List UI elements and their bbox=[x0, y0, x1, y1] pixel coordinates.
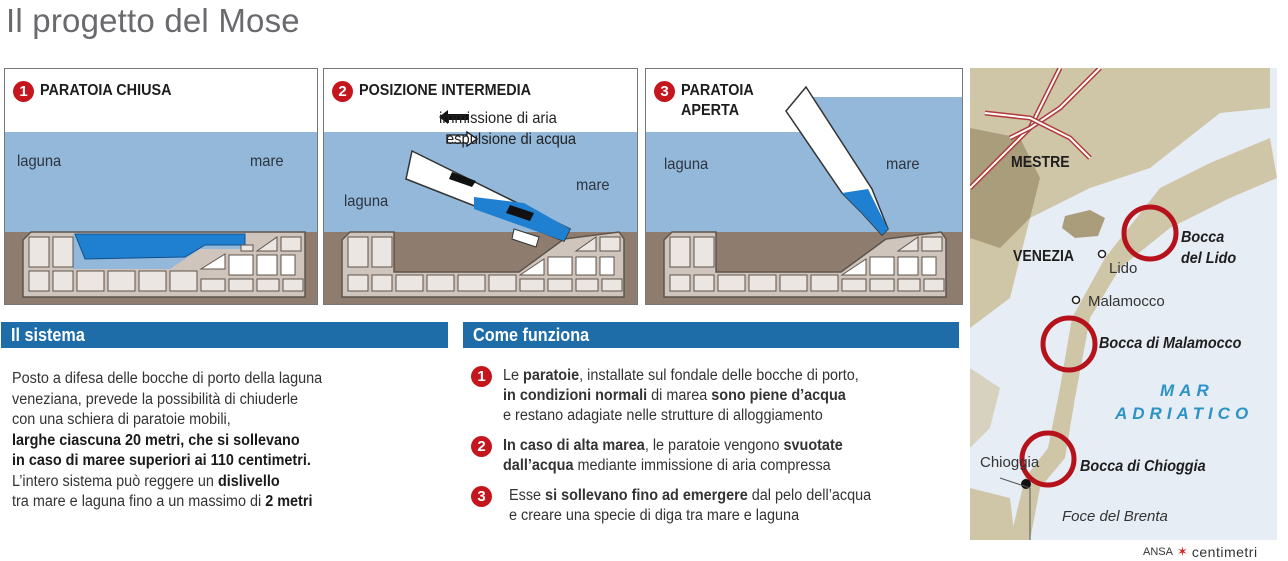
credit-agency: ANSA bbox=[1143, 546, 1173, 558]
legend-water bbox=[446, 131, 587, 149]
map-label-foce-brenta: Foce del Brenta bbox=[1062, 508, 1168, 525]
step-number-badge: 1 bbox=[13, 81, 34, 102]
map-label-malamocco: Malamocco bbox=[1088, 293, 1165, 310]
text: e creare una specie di diga tra mare e laguna bbox=[509, 507, 800, 524]
credit-brand: centimetri bbox=[1191, 544, 1258, 560]
bold-text: sono piene d’acqua bbox=[711, 387, 846, 404]
text-line bbox=[12, 472, 421, 493]
panel-gate-intermediate bbox=[323, 68, 638, 305]
bold-text: dislivello bbox=[217, 472, 280, 490]
star-logo-icon: ✶ bbox=[1176, 544, 1188, 559]
text-line bbox=[12, 390, 421, 411]
text-line bbox=[12, 451, 421, 472]
panel-2-header bbox=[332, 81, 550, 102]
text: Le bbox=[503, 367, 524, 384]
panel-1-header bbox=[13, 81, 186, 102]
text-line bbox=[12, 492, 421, 513]
text-line bbox=[12, 369, 421, 390]
text-line bbox=[12, 410, 421, 431]
steps-list bbox=[471, 366, 961, 536]
source-credit bbox=[1143, 544, 1258, 560]
map-label-mestre: MESTRE bbox=[1011, 154, 1070, 171]
text-line bbox=[509, 486, 929, 506]
label-mare: mare bbox=[250, 153, 284, 170]
text: Posto a difesa delle bocche di porto della laguna bbox=[12, 370, 323, 387]
bold-text: 2 metri bbox=[265, 493, 313, 510]
text-line bbox=[12, 431, 421, 452]
section-heading-funziona bbox=[463, 322, 959, 348]
map-label-bocca-lido-2: del Lido bbox=[1181, 250, 1237, 267]
panel-title: PARATOIA CHIUSA bbox=[40, 82, 172, 99]
text: , le paratoie vengono bbox=[644, 437, 784, 454]
step-item bbox=[471, 486, 961, 526]
text-line bbox=[509, 506, 929, 526]
step-item bbox=[471, 366, 961, 426]
panel-3-header bbox=[654, 81, 762, 121]
text: Esse bbox=[509, 487, 546, 504]
bold-text: larghe ciascuna 20 metri, che si sollevano bbox=[12, 431, 300, 449]
bold-text: si sollevano fino ad emergere bbox=[545, 487, 748, 504]
label-mare: mare bbox=[886, 156, 920, 173]
section-heading-text: Il sistema bbox=[11, 325, 85, 345]
panel-title-line2: APERTA bbox=[681, 102, 740, 119]
bold-text: dall’acqua bbox=[503, 457, 574, 474]
bold-text: in condizioni normali bbox=[503, 387, 648, 404]
bold-text: in caso di maree superiori ai 110 centimetri. bbox=[12, 452, 311, 469]
legend-air-label: immissione di aria bbox=[439, 110, 557, 127]
map-label-sea-2: ADRIATICO bbox=[1115, 404, 1254, 423]
text-line bbox=[503, 366, 929, 386]
text-line bbox=[503, 456, 929, 476]
page-title: Il progetto del Mose bbox=[6, 2, 300, 39]
step-number-badge: 2 bbox=[332, 81, 353, 102]
label-mare: mare bbox=[576, 177, 610, 194]
text: con una schiera di paratoie mobili, bbox=[12, 411, 231, 428]
legend-air bbox=[439, 110, 567, 128]
bold-text: paratoie bbox=[523, 367, 580, 384]
bold-text: In caso di alta marea bbox=[503, 437, 645, 454]
section-heading-sistema bbox=[1, 322, 448, 348]
label-laguna: laguna bbox=[344, 193, 389, 210]
map-label-lido: Lido bbox=[1109, 260, 1138, 277]
map-label-chioggia: Chioggia bbox=[980, 454, 1040, 471]
text: di marea bbox=[647, 387, 712, 404]
map-label-bocca-chioggia: Bocca di Chioggia bbox=[1080, 458, 1206, 475]
bold-text: svuotate bbox=[783, 437, 843, 454]
section-heading-text: Come funziona bbox=[473, 325, 590, 345]
venice-lagoon-map bbox=[970, 68, 1277, 540]
text: mediante immissione di aria compressa bbox=[573, 457, 831, 474]
label-laguna: laguna bbox=[17, 153, 62, 170]
panel-title: POSIZIONE INTERMEDIA bbox=[359, 82, 532, 99]
step-number-badge: 3 bbox=[654, 81, 675, 102]
sistema-description bbox=[12, 369, 452, 513]
map-label-sea-1: MAR bbox=[1160, 381, 1214, 400]
step-item bbox=[471, 436, 961, 476]
text: e restano adagiate nelle strutture di alloggiamento bbox=[503, 407, 823, 424]
gate-closed-illustration bbox=[5, 69, 318, 305]
step-number-badge: 1 bbox=[471, 366, 492, 387]
panel-title-line1: PARATOIA bbox=[681, 82, 754, 99]
map-label-bocca-lido-1: Bocca bbox=[1181, 229, 1225, 246]
text: tra mare e laguna fino a un massimo di bbox=[12, 493, 266, 510]
map-label-venezia: VENEZIA bbox=[1013, 248, 1075, 265]
text-line bbox=[503, 406, 929, 426]
legend-water-label: espulsione di acqua bbox=[446, 131, 577, 148]
text-line bbox=[503, 386, 929, 406]
label-laguna: laguna bbox=[664, 156, 709, 173]
text: L’intero sistema può reggere un bbox=[12, 472, 218, 490]
step-number-badge: 3 bbox=[471, 486, 492, 507]
text: veneziana, prevede la possibilità di chiuderle bbox=[12, 390, 299, 408]
text: dal pelo dell’acqua bbox=[747, 487, 872, 504]
step-number-badge: 2 bbox=[471, 436, 492, 457]
text-line bbox=[503, 436, 929, 456]
map-label-bocca-malamocco: Bocca di Malamocco bbox=[1099, 335, 1242, 352]
panel-gate-open bbox=[645, 68, 963, 305]
text: , installate sul fondale delle bocche di porto, bbox=[579, 367, 859, 384]
panel-gate-closed bbox=[4, 68, 318, 305]
